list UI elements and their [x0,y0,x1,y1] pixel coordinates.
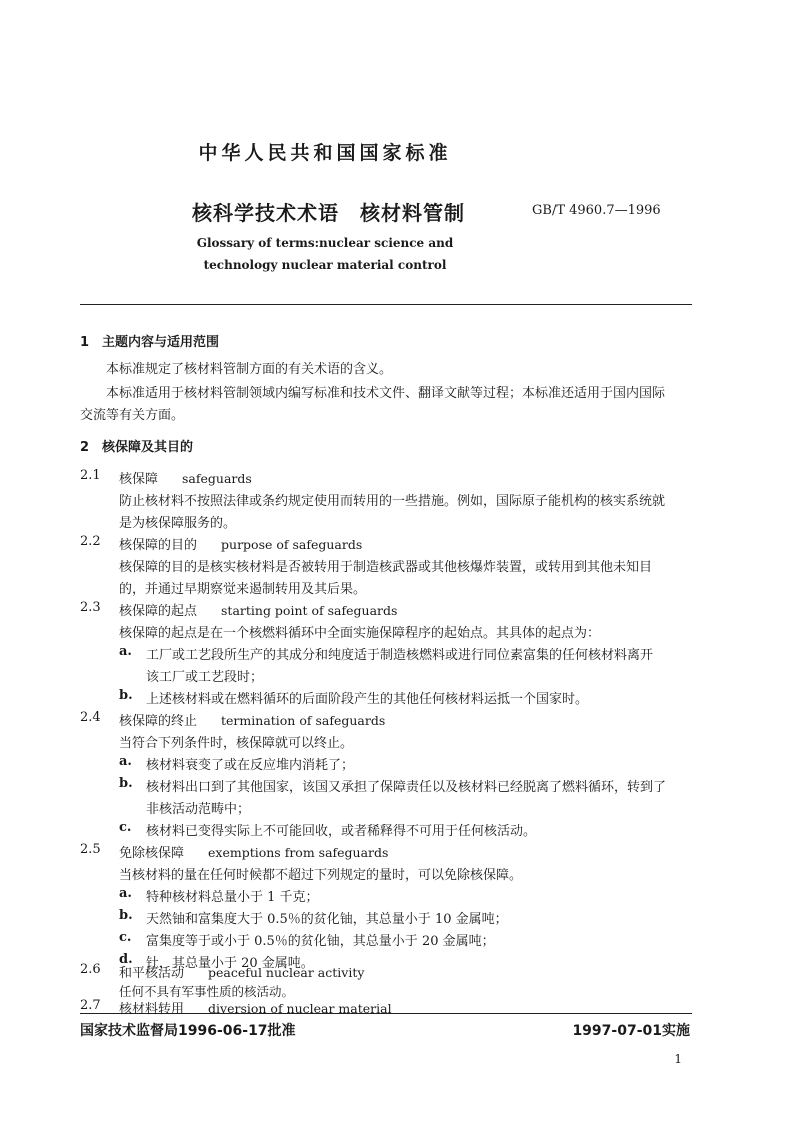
term-heading [119,962,364,981]
list-item-text: 核材料衰变了或在反应堆内消耗了； [146,758,355,773]
list-item-label: b. [119,688,133,703]
list-item-label: c. [119,820,132,835]
term-definition-line: 核保障的目的是核实核材料是否被转用于制造核武器或其他核爆炸装置，或转用到其他未知目 [119,560,653,575]
term-en: starting point of safeguards [221,603,398,618]
list-item-label: a. [119,886,132,901]
list-item-text: 核材料出口到了其他国家，该国又承担了保障责任以及核材料已经脱离了燃料循环，转到了 [146,780,667,795]
section-1-paragraph-1: 本标准规定了核材料管制方面的有关术语的含义。 [106,362,393,377]
term-en: termination of safeguards [221,713,386,728]
term-number: 2.1 [80,468,101,483]
term-definition-line: 核保障的起点是在一个核燃料循环中全面实施保障程序的起始点。其具体的起点为： [119,626,601,641]
section-2-heading: 2 核保障及其目的 [80,440,194,455]
term-en: purpose of safeguards [221,537,363,552]
page-number: 1 [674,1052,682,1066]
term-heading [119,534,362,553]
list-item-text: 钍，其总量小于 20 金属吨。 [146,956,314,971]
list-item-text: 非核活动范畴中； [146,802,251,817]
list-item-text: 富集度等于或小于 0.5％的贫化铀，其总量小于 20 金属吨； [146,934,495,949]
term-heading [119,998,392,1017]
standard-number: GB/T 4960.7—1996 [532,203,661,218]
term-number: 2.5 [80,842,101,857]
standard-title-en-line2: technology nuclear material control [203,258,447,272]
term-definition-line: 是为核保障服务的。 [119,516,237,531]
section-1-paragraph-2-line-2: 交流等有关方面。 [80,408,185,423]
term-cn: 核保障 [119,472,159,487]
term-cn: 核保障的目的 [119,538,198,553]
term-en: safeguards [182,471,252,486]
list-item-label: a. [119,754,132,769]
standard-title-en-line1: Glossary of terms:nuclear science and [196,236,454,250]
list-item-label: a. [119,644,132,659]
term-en: exemptions from safeguards [208,845,389,860]
term-number: 2.3 [80,600,101,615]
term-definition-line: 的，并通过早期察觉来遏制转用及其后果。 [119,582,367,597]
country-standard-title: 中华人民共和国国家标准 [198,142,452,164]
list-item-label: c. [119,930,132,945]
term-number: 2.6 [80,962,101,977]
list-item-text: 工厂或工艺段所生产的其成分和纯度适于制造核燃料或进行同位素富集的任何核材料离开 [146,648,654,663]
term-number: 2.7 [80,998,101,1013]
list-item-text: 特种核材料总量小于 1 千克； [146,890,319,905]
list-item-text: 天然铀和富集度大于 0.5％的贫化铀，其总量小于 10 金属吨； [146,912,508,927]
section-1-heading: 1 主题内容与适用范围 [80,335,220,350]
list-item-text: 该工厂或工艺段时； [146,670,264,685]
approval-date: 国家技术监督局1996-06-17批准 [80,1023,296,1039]
list-item-label: d. [119,952,133,967]
list-item-text: 核材料已变得实际上不可能回收，或者稀释得不可用于任何核活动。 [146,824,537,839]
term-number: 2.4 [80,710,101,725]
list-item-text: 上述核材料或在燃料循环的后面阶段产生的其他任何核材料运抵一个国家时。 [146,692,589,707]
standard-title-cn: 核科学技术术语 核材料管制 [192,201,465,225]
section-1-paragraph-2-line-1: 本标准适用于核材料管制领域内编写标准和技术文件、翻译文献等过程；本标准还适用于国内国际 [106,386,666,401]
term-cn: 核保障的终止 [119,714,198,729]
term-cn: 核保障的起点 [119,604,198,619]
term-cn: 免除核保障 [119,846,185,861]
term-definition-line: 当核材料的量在任何时候都不超过下列规定的量时，可以免除核保障。 [119,868,523,883]
term-cn: 和平核活动 [119,966,185,981]
term-definition-line: 防止核材料不按照法律或条约规定使用而转用的一些措施。例如，国际原子能机构的核实系统就 [119,494,666,509]
term-cn: 核材料转用 [119,1002,185,1017]
term-heading [119,710,385,729]
term-heading [119,468,252,487]
list-item-label: b. [119,908,133,923]
list-item-label: b. [119,776,133,791]
term-number: 2.2 [80,534,101,549]
term-en: diversion of nuclear material [208,1001,392,1016]
term-en: peaceful nuclear activity [208,965,365,980]
header-divider [80,304,692,305]
effective-date: 1997-07-01实施 [572,1023,690,1039]
term-definition-line: 当符合下列条件时，核保障就可以终止。 [119,736,354,751]
term-definition-line: 任何不具有军事性质的核活动。 [119,984,295,999]
term-heading [119,600,397,619]
term-heading [119,842,388,861]
